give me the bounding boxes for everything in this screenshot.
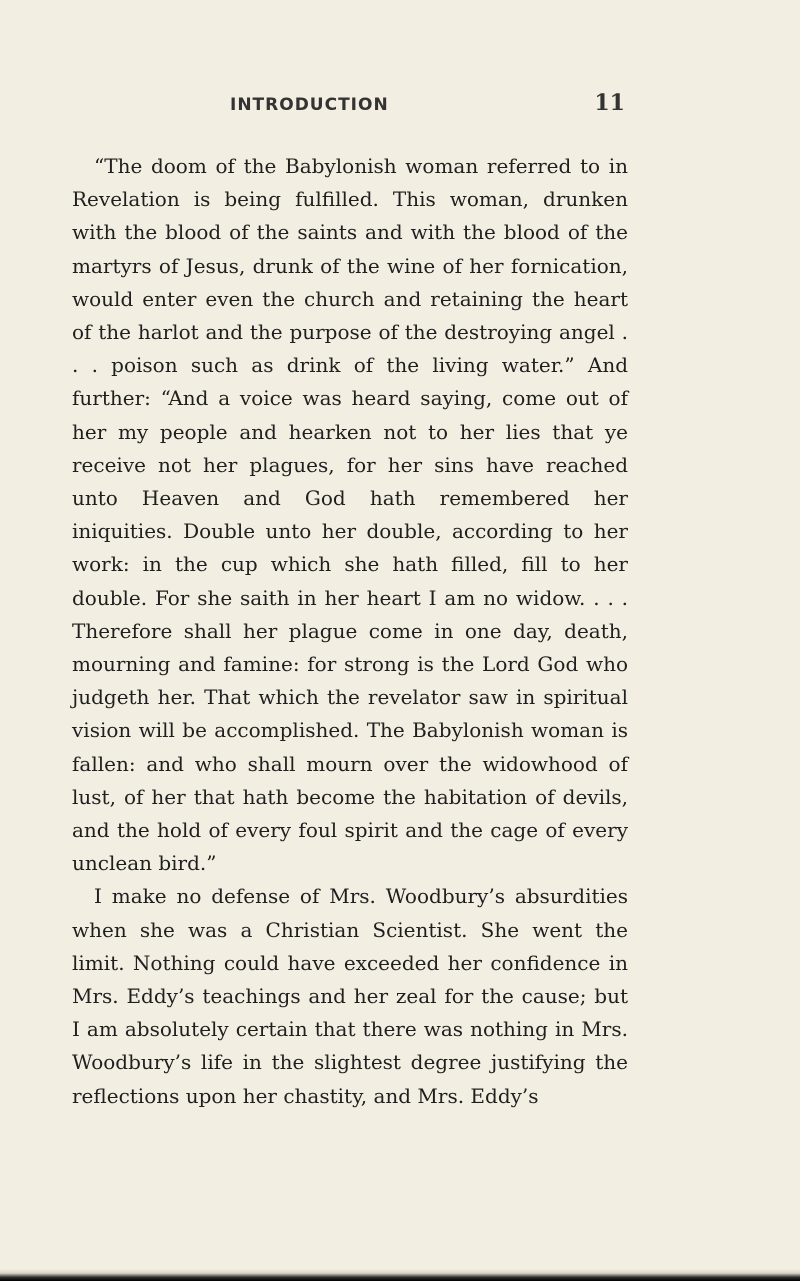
page-number: 11 bbox=[594, 90, 625, 116]
chapter-title: INTRODUCTION bbox=[230, 95, 389, 115]
paragraph-2: I make no defense of Mrs. Woodbury’s absurdities when she was a Christian Scientist. She went the limit. Nothing could have exceeded her confidence in Mrs. Eddy’s teachings and her zeal for the cause; but I am absolutely certain that there was nothing in Mrs. Woodbury’s life in the slightest degree justifying the reflections upon her chastity, and Mrs. Eddy’s bbox=[72, 884, 628, 1108]
running-header bbox=[230, 90, 625, 116]
body-text bbox=[72, 150, 628, 1113]
paragraph-1: “The doom of the Babylonish woman referred to in Revelation is being fulfilled. This woman, drunken with the blood of the saints and with the blood of the martyrs of Jesus, drunk of the wine of her fornication, would enter even the church and retaining the heart of the harlot and the purpose of the destroying angel . . . poison such as drink of the living water.” And further: “And a voice was heard saying, come out of her my people and hearken not to her lies that ye receive not her plagues, for her sins have reached unto Heaven and God hath remembered her iniquities. Double unto her double, according to her work: in the cup which she hath filled, fill to her double. For she saith in her heart I am no widow. . . . Therefore shall her plague come in one day, death, mourning and famine: for strong is the Lord God who judgeth her. That which the revelator saw in spiritual vision will be accomplished. The Babylonish woman is fallen: and who shall mourn over the widowhood of lust, of her that hath become the habitation of devils, and the hold of every foul spirit and the cage of every unclean bird.” bbox=[72, 154, 628, 876]
page-bottom-edge bbox=[0, 1269, 800, 1281]
